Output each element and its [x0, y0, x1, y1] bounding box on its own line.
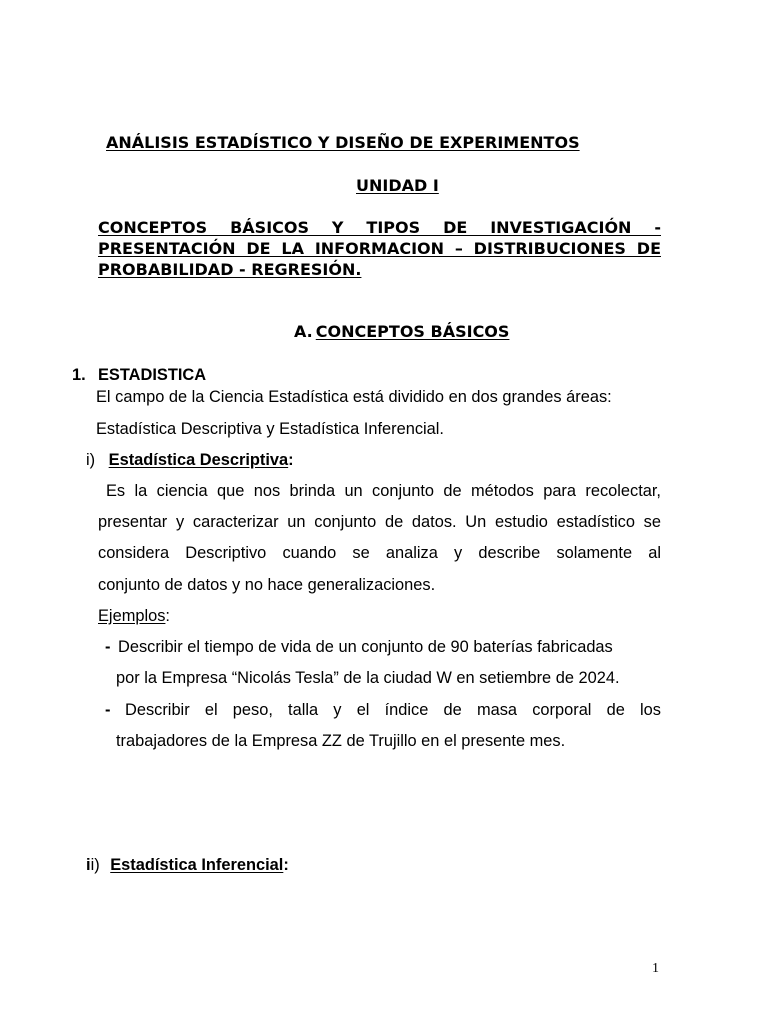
descriptive-paragraph-line-3: considera Descriptivo cuando se analiza y describe solamente al	[98, 544, 661, 562]
section-a-letter: A.	[294, 322, 313, 341]
section-1-heading: ESTADISTICA	[98, 366, 207, 384]
inferential-title: Estadística Inferencial	[110, 856, 284, 874]
section-1-intro-line-2: Estadística Descriptiva y Estadística Inferencial.	[96, 420, 444, 438]
inferential-colon: :	[283, 856, 289, 874]
page-number: 1	[652, 961, 659, 976]
examples-label	[98, 607, 170, 626]
example-1-line-2: por la Empresa “Nicolás Tesla” de la ciudad W en setiembre de 2024.	[116, 669, 620, 687]
section-a-heading	[294, 322, 509, 341]
inferential-subheading	[86, 856, 289, 875]
inferential-marker: ii)	[86, 856, 100, 874]
descriptive-paragraph-line-4: conjunto de datos y no hace generalizaciones.	[98, 576, 436, 594]
example-1-dash: -	[105, 638, 111, 656]
descriptive-colon: :	[288, 451, 294, 469]
examples-label-text: Ejemplos	[98, 607, 166, 625]
section-1-number: 1.	[72, 366, 86, 384]
unit-topics: CONCEPTOS BÁSICOS Y TIPOS DE INVESTIGACIÓN - PRESENTACIÓN DE LA INFORMACION – DISTRIBUCIONES DE PROBABILIDAD - REGRESIÓN.	[98, 218, 661, 279]
descriptive-marker: i)	[86, 451, 96, 469]
example-1-line-1: Describir el tiempo de vida de un conjunto de 90 baterías fabricadas	[118, 638, 613, 656]
example-2-line-2: trabajadores de la Empresa ZZ de Trujillo en el presente mes.	[116, 732, 566, 750]
unit-title: UNIDAD I	[356, 176, 439, 195]
examples-label-colon: :	[165, 607, 170, 625]
descriptive-subheading	[86, 451, 294, 470]
section-1-intro-line-1: El campo de la Ciencia Estadística está dividido en dos grandes áreas:	[96, 388, 612, 406]
document-title: ANÁLISIS ESTADÍSTICO Y DISEÑO DE EXPERIMENTOS	[106, 133, 580, 152]
section-a-title: CONCEPTOS BÁSICOS	[315, 322, 510, 341]
example-2-line-1: Describir el peso, talla y el índice de masa corporal de los	[125, 701, 661, 719]
example-2-dash: -	[105, 701, 111, 719]
descriptive-paragraph-line-2: presentar y caracterizar un conjunto de datos. Un estudio estadístico se	[98, 513, 661, 531]
descriptive-title: Estadística Descriptiva	[108, 451, 289, 469]
descriptive-paragraph-line-1: Es la ciencia que nos brinda un conjunto de métodos para recolectar,	[106, 482, 661, 500]
